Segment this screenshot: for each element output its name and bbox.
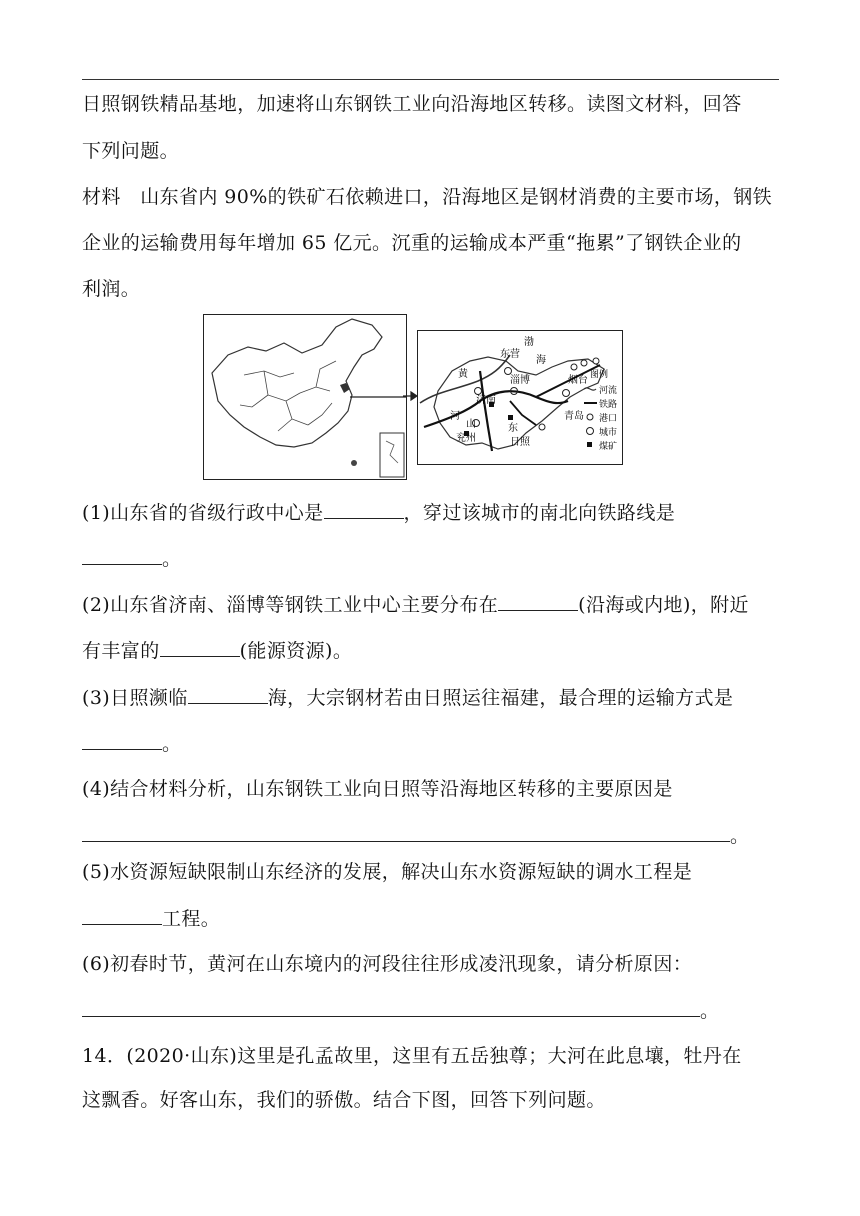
map-label-qingdao: 青岛 [564, 411, 584, 422]
q3-blank-2[interactable] [82, 731, 162, 750]
map-label-bohai-1: 渤 [524, 337, 534, 348]
shandong-map-svg [418, 331, 622, 464]
q3-text-c: 。 [162, 733, 182, 755]
map-label-jinan: 济南 [476, 395, 496, 406]
q4-blank[interactable] [82, 823, 730, 842]
q2-text-c: 有丰富的 [82, 640, 160, 662]
material-line-2: 企业的运输费用每年增加 65 亿元。沉重的运输成本严重“拖累”了钢铁企业的 [82, 232, 742, 254]
question-14-line-1: 14．(2020·山东)这里是孔孟故里，这里有五岳独尊；大河在此息壤，牡丹在 [82, 1045, 742, 1067]
question-5-line-2 [82, 906, 220, 931]
question-6-line-1: (6)初春时节，黄河在山东境内的河段往往形成凌汛现象，请分析原因： [82, 953, 693, 975]
question-1-line-1 [82, 500, 675, 525]
legend-port: 港口 [599, 414, 618, 424]
map-label-bohai-2: 海 [536, 355, 546, 366]
question-3-line-2 [82, 731, 181, 756]
legend-title: 图例 [590, 370, 609, 380]
q2-text-b: (沿海或内地)，附近 [578, 594, 749, 616]
q1-blank-2[interactable] [82, 546, 162, 565]
q2-text-d: (能源资源)。 [239, 640, 353, 662]
question-1-line-2 [82, 546, 181, 571]
legend-city: 城市 [599, 428, 618, 438]
q1-text-c: 。 [162, 548, 182, 570]
question-5-line-1: (5)水资源短缺限制山东经济的发展，解决山东水资源短缺的调水工程是 [82, 861, 693, 883]
question-2-line-1 [82, 592, 749, 617]
map-label-zibo: 淄博 [510, 375, 530, 386]
map-label-dong: 东 [508, 423, 518, 434]
q4-text-b: 。 [730, 825, 750, 847]
question-14-line-2: 这飘香。好客山东，我们的骄傲。结合下图，回答下列问题。 [82, 1089, 606, 1111]
map-label-rizhao: 日照 [510, 437, 530, 448]
q6-text-b: 。 [700, 1000, 720, 1022]
q3-text-a: (3)日照濒临 [82, 687, 188, 709]
map-label-he: 河 [450, 411, 460, 422]
question-4-line-1: (4)结合材料分析，山东钢铁工业向日照等沿海地区转移的主要原因是 [82, 778, 673, 800]
q2-blank-2[interactable] [160, 638, 240, 657]
q3-text-b: 海，大宗钢材若由日照运往福建，最合理的运输方式是 [267, 687, 734, 709]
q1-text-a: (1)山东省的省级行政中心是 [82, 502, 324, 524]
intro-line-1: 日照钢铁精品基地，加速将山东钢铁工业向沿海地区转移。读图文材料，回答 [82, 93, 742, 115]
legend-coal: 煤矿 [599, 442, 618, 452]
map-label-dongying: 东营 [500, 349, 520, 360]
map-label-yantai: 烟台 [568, 375, 588, 386]
china-map [203, 314, 407, 480]
legend-river: 河流 [599, 386, 618, 396]
q6-blank[interactable] [82, 998, 700, 1017]
map-label-huang: 黄 [458, 369, 468, 380]
china-outline-svg [204, 315, 406, 479]
q3-blank-1[interactable] [188, 685, 268, 704]
q1-blank-1[interactable] [324, 500, 404, 519]
q2-blank-1[interactable] [498, 592, 578, 611]
map-label-yanzhou: 兖州 [456, 433, 476, 444]
question-6-line-2 [82, 998, 719, 1023]
question-3-line-1 [82, 685, 733, 710]
legend-railway: 铁路 [599, 400, 618, 410]
map-label-shan: 山 [466, 419, 476, 430]
q5-text-b: 工程。 [162, 908, 221, 930]
material-line-1: 材料 山东省内 90%的铁矿石依赖进口，沿海地区是钢材消费的主要市场，钢铁 [82, 186, 773, 208]
intro-line-2: 下列问题。 [82, 140, 180, 162]
material-line-3: 利润。 [82, 278, 141, 300]
header-rule [82, 79, 779, 80]
question-4-line-2 [82, 823, 749, 848]
q5-blank[interactable] [82, 906, 162, 925]
shandong-map [417, 330, 623, 465]
q2-text-a: (2)山东省济南、淄博等钢铁工业中心主要分布在 [82, 594, 499, 616]
question-2-line-2 [82, 638, 352, 663]
q1-text-b: ，穿过该城市的南北向铁路线是 [403, 502, 676, 524]
